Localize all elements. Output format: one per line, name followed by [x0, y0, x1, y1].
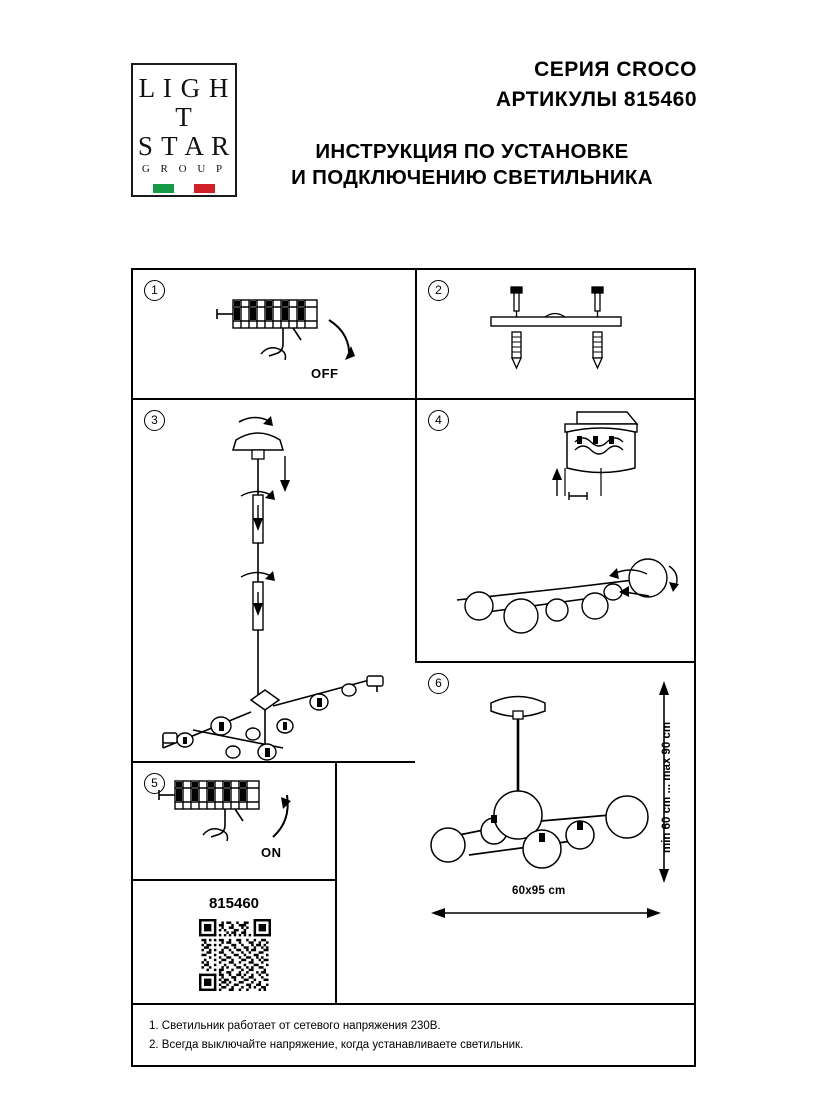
step-5-cell: [133, 763, 335, 879]
header-text-block: [271, 55, 697, 115]
step-1-caption: OFF: [311, 366, 339, 381]
horizontal-dimension-label: 60x95 cm: [512, 885, 566, 897]
step-2-cell: [417, 270, 694, 398]
step-5-number: 5: [144, 773, 165, 794]
series-label: СЕРИЯ CROCO: [534, 58, 697, 81]
note-2: 2. Всегда выключайте напряжение, когда устанавливаете светильник.: [149, 1039, 524, 1051]
divider-h-5: [133, 1003, 694, 1005]
title-line-2: И ПОДКЛЮЧЕНИЮ СВЕТИЛЬНИКА: [291, 166, 653, 189]
step-5-illustration: [133, 763, 335, 879]
step-4-illustration: [417, 400, 694, 661]
step-4-cell: [417, 400, 694, 661]
step-1-cell: [133, 270, 415, 398]
qr-code: [199, 919, 271, 991]
step-6-number: 6: [428, 673, 449, 694]
logo-line-star: S T A R: [137, 131, 231, 161]
step-6-illustration: [417, 663, 694, 1003]
step-6-cell: [417, 663, 694, 1003]
logo-line-light: L I G H T: [138, 73, 230, 132]
step-3-cell: [133, 400, 415, 761]
qr-block: [133, 881, 335, 1003]
note-1: 1. Светильник работает от сетевого напряжения 230В.: [149, 1020, 441, 1032]
divider-v-3: [335, 761, 337, 1003]
step-1-illustration: [133, 270, 415, 398]
step-5-caption: ON: [261, 845, 282, 860]
step-3-illustration: [133, 400, 415, 761]
document-title: [247, 139, 697, 191]
document-header: [131, 55, 697, 205]
brand-logo: [131, 63, 237, 197]
logo-line-group: G R O U P: [141, 163, 227, 175]
step-3-number: 3: [144, 410, 165, 431]
step-2-number: 2: [428, 280, 449, 301]
step-4-number: 4: [428, 410, 449, 431]
qr-article-label: 815460: [208, 895, 260, 912]
step-1-number: 1: [144, 280, 165, 301]
article-label: АРТИКУЛЫ 815460: [495, 88, 697, 111]
italian-flag-icon: [153, 184, 215, 193]
title-line-1: ИНСТРУКЦИЯ ПО УСТАНОВКЕ: [315, 140, 629, 163]
step-2-illustration: [417, 270, 694, 398]
steps-frame: [131, 268, 696, 1067]
vertical-dimension-label: min 60 cm ... max 90 cm: [661, 721, 673, 853]
notes-block: [149, 1017, 684, 1055]
